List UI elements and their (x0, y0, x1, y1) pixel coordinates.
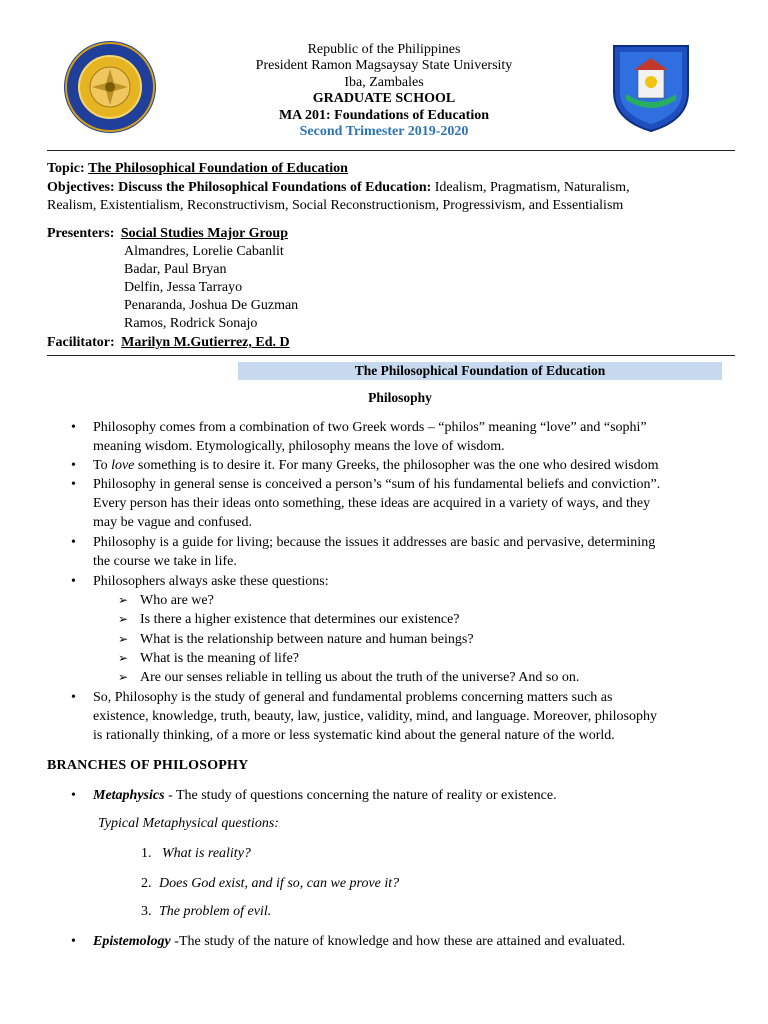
list-item: • So, Philosophy is the study of general and fundamental problems concerning matters such as existence, knowledge, truth, beauty, law, justice, validity, mind, and language. Moreover, philosophy is rationally thinking, of a more or less systematic kind about the general nature of the world. (71, 690, 657, 743)
objectives-label: Objectives: Discuss the Philosophical Foundations of Education: (47, 180, 432, 195)
list-item (71, 786, 731, 805)
arrow-bullet-icon: ➢ (118, 593, 129, 607)
arrow-bullet-icon: ➢ (118, 670, 129, 684)
metaphysics-definition: - The study of questions concerning the nature of reality or existence. (164, 788, 557, 803)
numbered-item: 3. The problem of evil. (141, 904, 272, 919)
arrow-bullet-icon: ➢ (118, 612, 129, 626)
bullet-icon: • (71, 535, 76, 550)
question-item: ➢ Is there a higher existence that determines our existence? (118, 612, 460, 627)
topic-value: The Philosophical Foundation of Education (88, 161, 348, 176)
header-location: Iba, Zambales (344, 74, 424, 90)
bullet-icon: • (71, 477, 76, 492)
question-item: ➢ What is the meaning of life? (118, 651, 299, 666)
presenter-name: Badar, Paul Bryan (124, 262, 227, 277)
header-term: Second Trimester 2019-2020 (299, 124, 469, 140)
bullet-icon: • (71, 788, 76, 803)
presenters-label: Presenters: (47, 226, 115, 241)
bullet-icon: • (71, 690, 76, 705)
presenter-name: Delfin, Jessa Tarrayo (124, 280, 243, 295)
bullet-icon: • (71, 420, 76, 435)
numbered-item: 1. What is reality? (141, 846, 251, 861)
bullet-icon: • (71, 458, 76, 473)
header-course: MA 201: Foundations of Education (278, 107, 490, 123)
epistemology-term: Epistemology (93, 934, 171, 949)
presenters-line (47, 225, 747, 243)
epistemology-definition: -The study of the nature of knowledge and how these are attained and evaluated. (170, 934, 626, 949)
facilitator-value: Marilyn M.Gutierrez, Ed. D (121, 335, 290, 350)
presenters-group: Social Studies Major Group (120, 226, 288, 241)
section-banner: The Philosophical Foundation of Education (238, 362, 722, 380)
header-republic: Republic of the Philippines (307, 42, 461, 57)
question-item: ➢ Who are we? (118, 593, 214, 608)
typical-questions-label: Typical Metaphysical questions: (98, 816, 279, 831)
presenter-name: Almandres, Lorelie Cabanlit (124, 244, 284, 259)
bullet-icon: • (71, 934, 76, 949)
presenter-name: Ramos, Rodrick Sonajo (124, 316, 258, 331)
topic-label: Topic: (47, 161, 85, 176)
numbered-item: 2. Does God exist, and if so, can we prove it? (141, 876, 400, 891)
facilitator-label: Facilitator: (47, 335, 115, 350)
branches-heading: BRANCHES OF PHILOSOPHY (47, 758, 249, 773)
list-item: • Philosophers always aske these questions: (71, 574, 329, 589)
arrow-bullet-icon: ➢ (118, 651, 129, 665)
objectives-text-1: Idealism, Pragmatism, Naturalism, (434, 180, 630, 195)
topic-line (47, 160, 747, 178)
section-subtitle: Philosophy (368, 390, 432, 405)
list-item: • Philosophy comes from a combination of two Greek words – “philos” meaning “love” and “sophi” meaning wisdom. Etymologically, philosophy means the love of wisdom. (71, 420, 647, 454)
presenter-name: Penaranda, Joshua De Guzman (124, 298, 299, 313)
arrow-bullet-icon: ➢ (118, 632, 129, 646)
objectives-line (47, 179, 747, 197)
header-school: GRADUATE SCHOOL (312, 91, 456, 107)
objectives-text-2: Realism, Existentialism, Reconstructivism, Social Reconstructionism, Progressivism, and Essentialism (47, 198, 624, 213)
header-divider (47, 150, 735, 151)
question-item: ➢ What is the relationship between nature and human beings? (118, 632, 474, 647)
facilitator-line (47, 334, 747, 352)
metaphysics-term: Metaphysics (93, 788, 165, 803)
list-item: • Philosophy in general sense is conceived a person’s “sum of his fundamental beliefs and conviction”. Every person has their ideas onto something, these ideas are acquired in a variety of ways, and they may be vague and confused. (71, 477, 661, 530)
header-university: President Ramon Magsaysay State University (255, 58, 513, 74)
bullet-icon: • (71, 574, 76, 589)
list-item: • To love something is to desire it. For many Greeks, the philosopher was the one who desired wisdom (71, 458, 659, 473)
objectives-line-2 (47, 197, 747, 215)
list-item (71, 932, 731, 951)
question-item: ➢ Are our senses reliable in telling us about the truth of the universe? And so on. (118, 670, 580, 685)
list-item: • Philosophy is a guide for living; because the issues it addresses are basic and pervasive, determining the course we take in life. (71, 535, 656, 569)
document-header (0, 42, 768, 140)
info-divider (47, 355, 735, 356)
